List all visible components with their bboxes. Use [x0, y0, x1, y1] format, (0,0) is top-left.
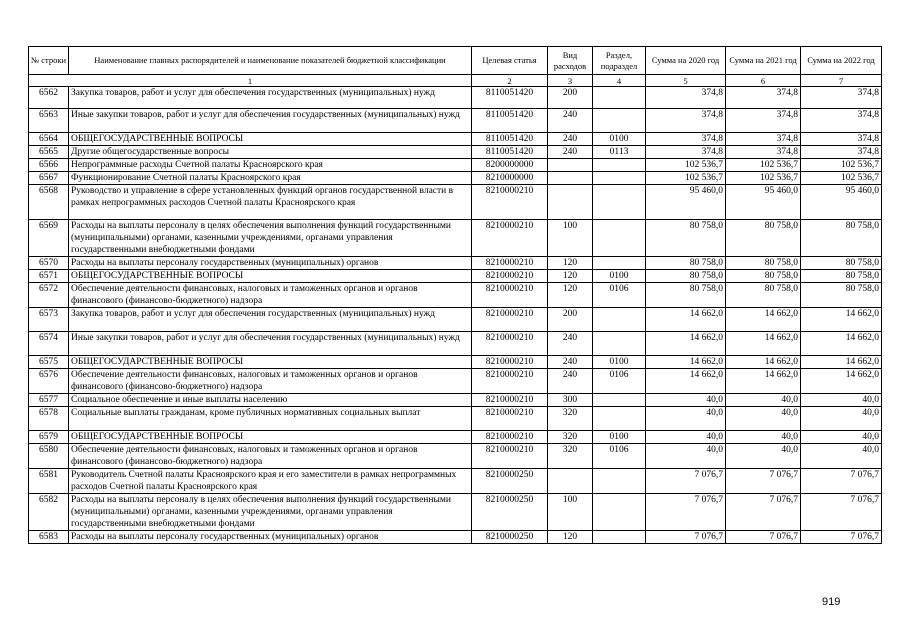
row-target-article: 8210000210	[472, 356, 548, 369]
row-sum-2021: 14 662,0	[726, 369, 801, 394]
row-sum-2022: 374,8	[801, 146, 882, 159]
row-sum-2022: 14 662,0	[801, 308, 882, 332]
table-row	[29, 394, 882, 407]
row-expense-type	[548, 159, 593, 172]
row-sum-2020: 40,0	[646, 407, 726, 431]
row-sum-2020: 374,8	[646, 133, 726, 146]
row-sum-2020: 14 662,0	[646, 356, 726, 369]
row-sum-2022: 80 758,0	[801, 257, 882, 270]
row-section	[593, 185, 646, 220]
table-row	[29, 431, 882, 444]
header-section: Раздел, подраздел	[593, 47, 646, 75]
row-sum-2022: 40,0	[801, 431, 882, 444]
row-sum-2022: 7 076,7	[801, 469, 882, 494]
row-sum-2022: 40,0	[801, 444, 882, 469]
row-sum-2022: 102 536,7	[801, 159, 882, 172]
row-section	[593, 159, 646, 172]
table-row	[29, 172, 882, 185]
row-sum-2020: 102 536,7	[646, 159, 726, 172]
row-sum-2022: 80 758,0	[801, 220, 882, 257]
row-number: 6580	[29, 444, 69, 469]
row-sum-2020: 7 076,7	[646, 494, 726, 531]
table-row	[29, 332, 882, 356]
row-sum-2022: 40,0	[801, 407, 882, 431]
row-target-article: 8210000210	[472, 407, 548, 431]
row-section	[593, 87, 646, 109]
row-sum-2021: 80 758,0	[726, 283, 801, 308]
row-expense-type: 320	[548, 407, 593, 431]
table-header-row	[29, 47, 882, 75]
row-expense-type: 100	[548, 494, 593, 531]
row-sum-2021: 7 076,7	[726, 494, 801, 531]
table-row	[29, 356, 882, 369]
row-sum-2021: 374,8	[726, 133, 801, 146]
row-expense-type: 120	[548, 257, 593, 270]
header-sum-2020: Сумма на 2020 год	[646, 47, 726, 75]
row-sum-2021: 374,8	[726, 109, 801, 133]
row-sum-2021: 40,0	[726, 444, 801, 469]
row-target-article: 8210000210	[472, 308, 548, 332]
row-target-article: 8110051420	[472, 87, 548, 109]
header-row-number: № строки	[29, 47, 69, 75]
row-expense-type: 240	[548, 356, 593, 369]
row-target-article: 8210000210	[472, 270, 548, 283]
row-sum-2022: 14 662,0	[801, 332, 882, 356]
row-expense-type	[548, 185, 593, 220]
row-expense-type: 240	[548, 109, 593, 133]
table-row	[29, 308, 882, 332]
row-number: 6571	[29, 270, 69, 283]
row-sum-2020: 14 662,0	[646, 369, 726, 394]
row-sum-2021: 7 076,7	[726, 531, 801, 544]
table-row	[29, 469, 882, 494]
row-sum-2021: 374,8	[726, 146, 801, 159]
row-sum-2021: 7 076,7	[726, 469, 801, 494]
row-expense-type: 120	[548, 531, 593, 544]
row-section	[593, 308, 646, 332]
row-name: Социальное обеспечение и иные выплаты населению	[69, 394, 472, 407]
column-number-4: 4	[593, 75, 646, 87]
row-sum-2020: 7 076,7	[646, 531, 726, 544]
row-number: 6569	[29, 220, 69, 257]
row-name: Другие общегосударственные вопросы	[69, 146, 472, 159]
row-name: Расходы на выплаты персоналу в целях обеспечения выполнения функций государственными (муниципальными) органами, казенными учреждениями, органами управления государственными внебюджетными фондами	[69, 220, 472, 257]
row-expense-type: 200	[548, 308, 593, 332]
row-number: 6568	[29, 185, 69, 220]
row-name: ОБЩЕГОСУДАРСТВЕННЫЕ ВОПРОСЫ	[69, 356, 472, 369]
row-name: Непрограммные расходы Счетной палаты Красноярского края	[69, 159, 472, 172]
row-number: 6567	[29, 172, 69, 185]
row-sum-2020: 80 758,0	[646, 220, 726, 257]
row-name: Закупка товаров, работ и услуг для обеспечения государственных (муниципальных) нужд	[69, 87, 472, 109]
row-target-article: 8110051420	[472, 146, 548, 159]
row-sum-2021: 102 536,7	[726, 172, 801, 185]
row-name: Обеспечение деятельности финансовых, налоговых и таможенных органов и органов финансового (финансово-бюджетного) надзора	[69, 369, 472, 394]
page-number: 919	[822, 596, 841, 608]
row-expense-type: 240	[548, 369, 593, 394]
table-row	[29, 531, 882, 544]
row-target-article: 8210000250	[472, 531, 548, 544]
row-name: Обеспечение деятельности финансовых, налоговых и таможенных органов и органов финансового (финансово-бюджетного) надзора	[69, 283, 472, 308]
row-name: Расходы на выплаты персоналу в целях обеспечения выполнения функций государственными (муниципальными) органами, казенными учреждениями, органами управления государственными внебюджетными фондами	[69, 494, 472, 531]
column-number-1: 1	[29, 75, 472, 87]
row-section	[593, 257, 646, 270]
row-target-article: 8110051420	[472, 133, 548, 146]
row-section: 0100	[593, 356, 646, 369]
column-numbers-row	[29, 75, 882, 87]
row-section: 0100	[593, 133, 646, 146]
row-sum-2021: 14 662,0	[726, 356, 801, 369]
row-target-article: 8110051420	[472, 109, 548, 133]
row-number: 6577	[29, 394, 69, 407]
row-sum-2021: 80 758,0	[726, 220, 801, 257]
row-sum-2021: 95 460,0	[726, 185, 801, 220]
row-section	[593, 109, 646, 133]
row-expense-type: 120	[548, 283, 593, 308]
row-name: ОБЩЕГОСУДАРСТВЕННЫЕ ВОПРОСЫ	[69, 431, 472, 444]
row-target-article: 8210000210	[472, 332, 548, 356]
row-sum-2022: 374,8	[801, 133, 882, 146]
row-name: Функционирование Счетной палаты Красноярского края	[69, 172, 472, 185]
row-sum-2021: 14 662,0	[726, 308, 801, 332]
row-name: Руководитель Счетной палаты Красноярского края и его заместители в рамках непрограммных расходов Счетной палаты Красноярского края	[69, 469, 472, 494]
row-name: Социальные выплаты гражданам, кроме публичных нормативных социальных выплат	[69, 407, 472, 431]
row-sum-2022: 95 460,0	[801, 185, 882, 220]
row-sum-2020: 80 758,0	[646, 257, 726, 270]
row-target-article: 8210000210	[472, 431, 548, 444]
row-target-article: 8210000210	[472, 369, 548, 394]
row-sum-2020: 40,0	[646, 431, 726, 444]
row-sum-2022: 374,8	[801, 87, 882, 109]
row-name: ОБЩЕГОСУДАРСТВЕННЫЕ ВОПРОСЫ	[69, 133, 472, 146]
row-sum-2020: 80 758,0	[646, 283, 726, 308]
column-number-6: 6	[726, 75, 801, 87]
column-number-3: 3	[548, 75, 593, 87]
budget-table	[28, 46, 882, 544]
row-expense-type: 320	[548, 431, 593, 444]
row-number: 6582	[29, 494, 69, 531]
row-section	[593, 332, 646, 356]
header-name: Наименование главных распорядителей и наименование показателей бюджетной классификации	[69, 47, 472, 75]
row-number: 6573	[29, 308, 69, 332]
table-row	[29, 87, 882, 109]
row-target-article: 8210000210	[472, 394, 548, 407]
row-sum-2020: 374,8	[646, 146, 726, 159]
row-name: Расходы на выплаты персоналу государственных (муниципальных) органов	[69, 531, 472, 544]
row-number: 6579	[29, 431, 69, 444]
row-target-article: 8210000250	[472, 494, 548, 531]
row-sum-2020: 95 460,0	[646, 185, 726, 220]
row-section	[593, 494, 646, 531]
table-row	[29, 109, 882, 133]
row-name: Обеспечение деятельности финансовых, налоговых и таможенных органов и органов финансового (финансово-бюджетного) надзора	[69, 444, 472, 469]
row-section	[593, 220, 646, 257]
row-expense-type	[548, 469, 593, 494]
table-row	[29, 220, 882, 257]
row-number: 6562	[29, 87, 69, 109]
header-target-article: Целевая статья	[472, 47, 548, 75]
row-section: 0100	[593, 431, 646, 444]
row-section	[593, 172, 646, 185]
row-sum-2022: 40,0	[801, 394, 882, 407]
table-body	[29, 87, 882, 544]
row-number: 6574	[29, 332, 69, 356]
row-sum-2020: 374,8	[646, 87, 726, 109]
row-sum-2021: 102 536,7	[726, 159, 801, 172]
row-section: 0100	[593, 270, 646, 283]
table-row	[29, 146, 882, 159]
row-number: 6565	[29, 146, 69, 159]
row-number: 6576	[29, 369, 69, 394]
row-number: 6570	[29, 257, 69, 270]
row-target-article: 8210000000	[472, 172, 548, 185]
column-number-2: 2	[472, 75, 548, 87]
row-expense-type: 100	[548, 220, 593, 257]
row-expense-type: 320	[548, 444, 593, 469]
row-sum-2022: 14 662,0	[801, 356, 882, 369]
row-target-article: 8210000210	[472, 283, 548, 308]
row-sum-2021: 40,0	[726, 431, 801, 444]
row-target-article: 8210000210	[472, 220, 548, 257]
row-number: 6575	[29, 356, 69, 369]
table-row	[29, 185, 882, 220]
row-section: 0106	[593, 369, 646, 394]
row-sum-2021: 40,0	[726, 407, 801, 431]
row-target-article: 8210000210	[472, 185, 548, 220]
row-target-article: 8210000210	[472, 444, 548, 469]
row-sum-2022: 80 758,0	[801, 283, 882, 308]
table-row	[29, 444, 882, 469]
row-name: Расходы на выплаты персоналу государственных (муниципальных) органов	[69, 257, 472, 270]
row-sum-2022: 80 758,0	[801, 270, 882, 283]
row-sum-2020: 40,0	[646, 444, 726, 469]
table-row	[29, 133, 882, 146]
header-sum-2022: Сумма на 2022 год	[801, 47, 882, 75]
row-sum-2020: 7 076,7	[646, 469, 726, 494]
row-target-article: 8210000210	[472, 257, 548, 270]
row-section	[593, 407, 646, 431]
row-sum-2022: 7 076,7	[801, 531, 882, 544]
row-expense-type: 240	[548, 133, 593, 146]
row-sum-2022: 102 536,7	[801, 172, 882, 185]
row-sum-2020: 40,0	[646, 394, 726, 407]
row-name: Иные закупки товаров, работ и услуг для обеспечения государственных (муниципальных) нужд	[69, 109, 472, 133]
row-number: 6564	[29, 133, 69, 146]
table-row	[29, 283, 882, 308]
row-sum-2021: 374,8	[726, 87, 801, 109]
row-number: 6566	[29, 159, 69, 172]
row-sum-2021: 40,0	[726, 394, 801, 407]
row-name: ОБЩЕГОСУДАРСТВЕННЫЕ ВОПРОСЫ	[69, 270, 472, 283]
row-expense-type: 300	[548, 394, 593, 407]
table-row	[29, 159, 882, 172]
row-name: Закупка товаров, работ и услуг для обеспечения государственных (муниципальных) нужд	[69, 308, 472, 332]
row-expense-type: 240	[548, 332, 593, 356]
row-number: 6572	[29, 283, 69, 308]
row-sum-2022: 7 076,7	[801, 494, 882, 531]
row-expense-type: 240	[548, 146, 593, 159]
row-section: 0106	[593, 444, 646, 469]
row-number: 6563	[29, 109, 69, 133]
row-sum-2022: 14 662,0	[801, 369, 882, 394]
header-expense-type: Вид расходов	[548, 47, 593, 75]
row-section	[593, 469, 646, 494]
row-section	[593, 394, 646, 407]
row-expense-type: 120	[548, 270, 593, 283]
table-row	[29, 407, 882, 431]
row-number: 6578	[29, 407, 69, 431]
row-sum-2021: 14 662,0	[726, 332, 801, 356]
row-expense-type: 200	[548, 87, 593, 109]
table-row	[29, 369, 882, 394]
row-number: 6581	[29, 469, 69, 494]
header-sum-2021: Сумма на 2021 год	[726, 47, 801, 75]
table-row	[29, 494, 882, 531]
table-row	[29, 270, 882, 283]
row-name: Иные закупки товаров, работ и услуг для обеспечения государственных (муниципальных) нужд	[69, 332, 472, 356]
row-sum-2021: 80 758,0	[726, 270, 801, 283]
row-expense-type	[548, 172, 593, 185]
column-number-7: 7	[801, 75, 882, 87]
table-row	[29, 257, 882, 270]
row-sum-2020: 374,8	[646, 109, 726, 133]
row-sum-2020: 14 662,0	[646, 308, 726, 332]
row-number: 6583	[29, 531, 69, 544]
row-name: Руководство и управление в сфере установленных функций органов государственной власти в рамках непрограммных расходов Счетной палаты Красноярского края	[69, 185, 472, 220]
row-target-article: 8210000250	[472, 469, 548, 494]
row-section: 0106	[593, 283, 646, 308]
row-sum-2020: 80 758,0	[646, 270, 726, 283]
row-section: 0113	[593, 146, 646, 159]
row-target-article: 8200000000	[472, 159, 548, 172]
row-sum-2020: 102 536,7	[646, 172, 726, 185]
column-number-5: 5	[646, 75, 726, 87]
row-section	[593, 531, 646, 544]
row-sum-2021: 80 758,0	[726, 257, 801, 270]
row-sum-2020: 14 662,0	[646, 332, 726, 356]
row-sum-2022: 374,8	[801, 109, 882, 133]
